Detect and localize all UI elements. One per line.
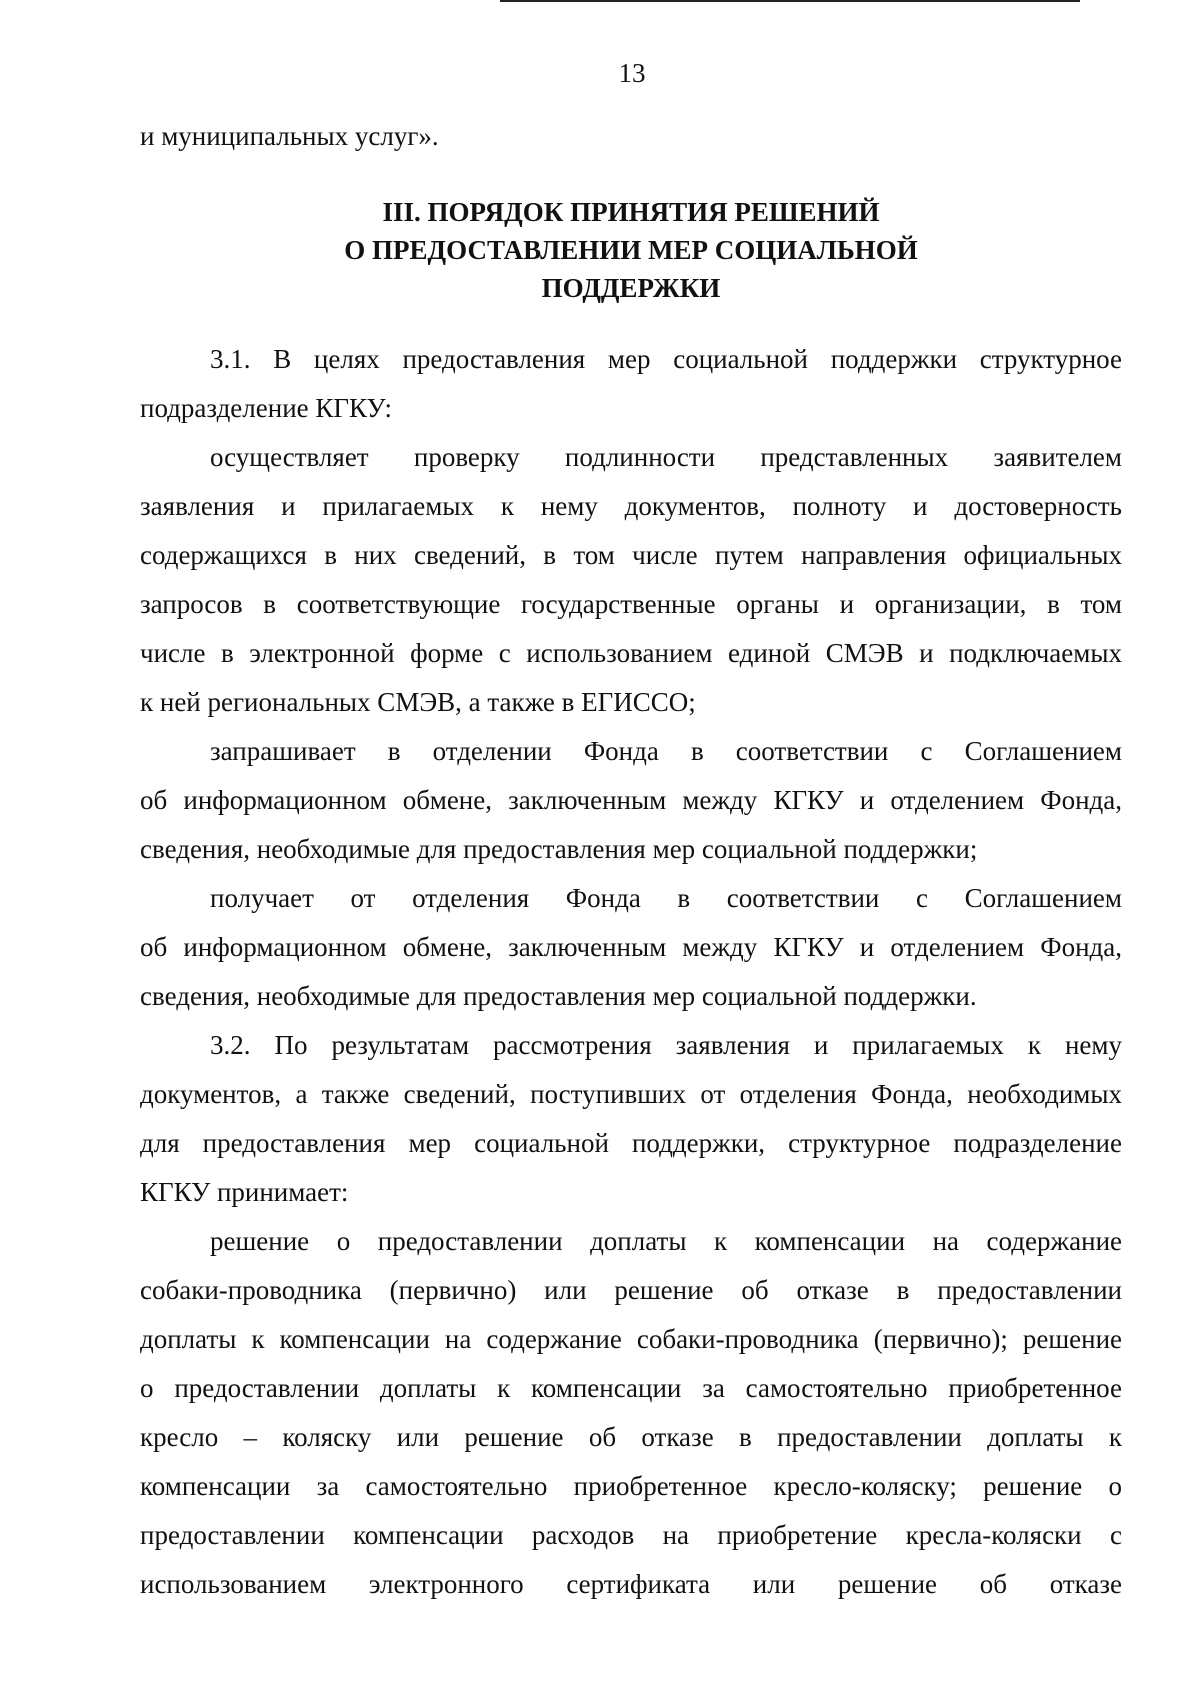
text-line: использованием электронного сертификата или решение об отказе <box>140 1569 1122 1599</box>
heading-line: О ПРЕДОСТАВЛЕНИИ МЕР СОЦИАЛЬНОЙ <box>344 235 918 265</box>
heading-line: ПОДДЕРЖКИ <box>541 273 721 303</box>
text-line: 3.2. По результатам рассмотрения заявления и прилагаемых к нему <box>210 1030 1122 1060</box>
text-line: заявления и прилагаемых к нему документов, полноту и достоверность <box>140 491 1122 521</box>
page-number: 13 <box>618 58 646 88</box>
text-line: для предоставления мер социальной поддержки, структурное подразделение <box>140 1128 1122 1158</box>
paragraph <box>140 1021 1122 1217</box>
top-rule <box>500 0 1080 2</box>
text-line: решение о предоставлении доплаты к компенсации на содержание <box>210 1226 1122 1256</box>
paragraph <box>140 335 1122 433</box>
text-line: об информационном обмене, заключенным между КГКУ и отделением Фонда, <box>140 785 1122 815</box>
paragraph <box>140 874 1122 1021</box>
text-line: получает от отделения Фонда в соответствии с Соглашением <box>210 883 1122 913</box>
text-line: собаки-проводника (первично) или решение об отказе в предоставлении <box>140 1275 1122 1305</box>
text-line: доплаты к компенсации на содержание собаки-проводника (первично); решение <box>140 1324 1122 1354</box>
text-line: о предоставлении доплаты к компенсации за самостоятельно приобретенное <box>140 1373 1122 1403</box>
text-line: сведения, необходимые для предоставления мер социальной поддержки. <box>140 981 977 1011</box>
top-fragment: и муниципальных услуг». <box>140 121 439 151</box>
text-line: КГКУ принимает: <box>140 1177 349 1207</box>
text-line: содержащихся в них сведений, в том числе путем направления официальных <box>140 540 1122 570</box>
paragraph <box>140 433 1122 727</box>
text-line: компенсации за самостоятельно приобретенное кресло-коляску; решение о <box>140 1471 1122 1501</box>
text-line: об информационном обмене, заключенным между КГКУ и отделением Фонда, <box>140 932 1122 962</box>
text-line: запрашивает в отделении Фонда в соответствии с Соглашением <box>210 736 1122 766</box>
text-line: числе в электронной форме с использованием единой СМЭВ и подключаемых <box>140 638 1122 668</box>
paragraph <box>140 727 1122 874</box>
heading-line: III. ПОРЯДОК ПРИНЯТИЯ РЕШЕНИЙ <box>382 197 880 227</box>
text-line: предоставлении компенсации расходов на приобретение кресла-коляски с <box>140 1520 1122 1550</box>
section-heading <box>140 193 1122 307</box>
text-line: подразделение КГКУ: <box>140 393 393 423</box>
text-line: осуществляет проверку подлинности представленных заявителем <box>210 442 1122 472</box>
text-line: документов, а также сведений, поступивших от отделения Фонда, необходимых <box>140 1079 1122 1109</box>
text-line: кресло – коляску или решение об отказе в предоставлении доплаты к <box>140 1422 1122 1452</box>
paragraph <box>140 1217 1122 1609</box>
text-line: 3.1. В целях предоставления мер социальной поддержки структурное <box>210 344 1122 374</box>
text-line: запросов в соответствующие государственные органы и организации, в том <box>140 589 1122 619</box>
text-line: сведения, необходимые для предоставления мер социальной поддержки; <box>140 834 978 864</box>
text-line: к ней региональных СМЭВ, а также в ЕГИССО; <box>140 687 696 717</box>
document-body <box>140 112 1122 1609</box>
